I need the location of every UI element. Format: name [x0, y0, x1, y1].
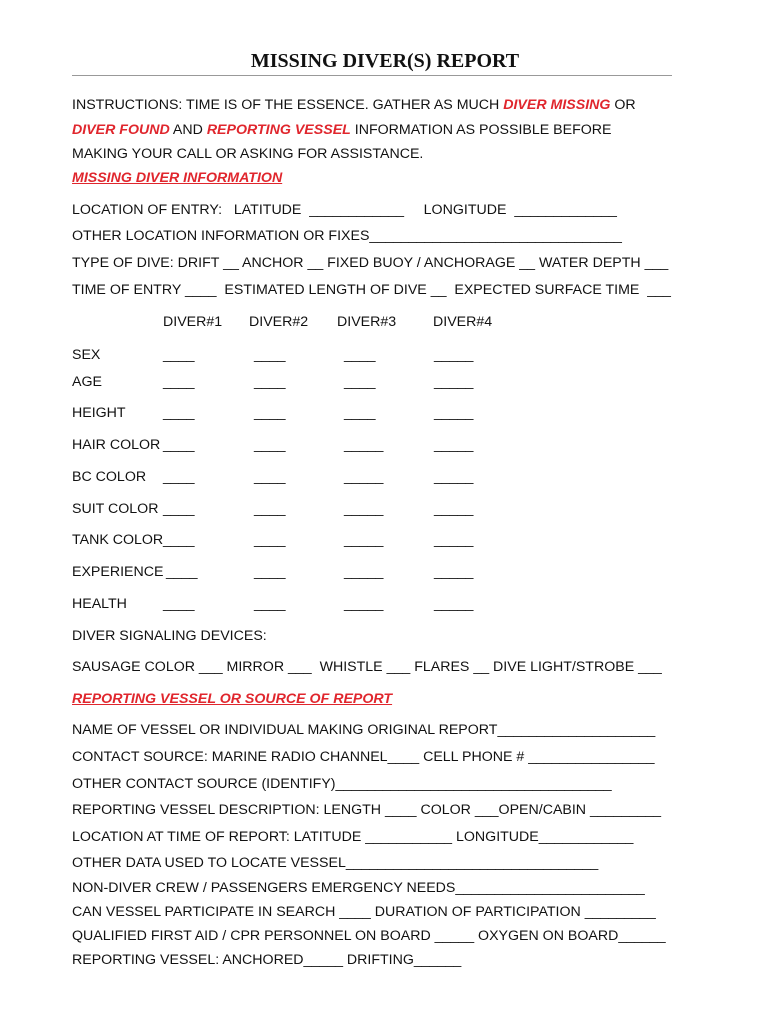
- diver-1-blank[interactable]: ____: [163, 469, 195, 485]
- diver-3-header: DIVER#3: [337, 314, 397, 330]
- diver-1-blank[interactable]: ____: [163, 532, 195, 548]
- location-at-report-field[interactable]: LOCATION AT TIME OF REPORT: LATITUDE ___________ LONGITUDE____________: [72, 829, 634, 845]
- row-label: SEX: [72, 347, 101, 363]
- instructions-text: OR: [610, 97, 636, 113]
- row-label: SUIT COLOR: [72, 501, 159, 517]
- diver-3-blank[interactable]: _____: [344, 596, 384, 612]
- diver-3-blank[interactable]: _____: [344, 564, 384, 580]
- diver-3-blank[interactable]: _____: [344, 501, 384, 517]
- row-label: HAIR COLOR: [72, 437, 161, 453]
- diver-2-blank[interactable]: ____: [254, 469, 286, 485]
- diver-4-blank[interactable]: _____: [434, 437, 474, 453]
- row-label: EXPERIENCE: [72, 564, 164, 580]
- diver-2-blank[interactable]: ____: [254, 437, 286, 453]
- diver-2-blank[interactable]: ____: [254, 564, 286, 580]
- diver-4-blank[interactable]: _____: [434, 564, 474, 580]
- diver-2-blank[interactable]: ____: [254, 596, 286, 612]
- diver-2-blank[interactable]: ____: [254, 405, 286, 421]
- diver-3-blank[interactable]: ____: [344, 374, 376, 390]
- diver-2-blank[interactable]: ____: [254, 374, 286, 390]
- diver-1-blank[interactable]: ____: [166, 564, 198, 580]
- other-location-field[interactable]: OTHER LOCATION INFORMATION OR FIXES________________________________: [72, 228, 622, 244]
- diver-4-blank[interactable]: _____: [434, 596, 474, 612]
- other-contact-source-field[interactable]: OTHER CONTACT SOURCE (IDENTIFY)___________________________________: [72, 776, 612, 792]
- diver-3-blank[interactable]: _____: [344, 437, 384, 453]
- diver-4-blank[interactable]: _____: [434, 405, 474, 421]
- diver-4-blank[interactable]: _____: [434, 374, 474, 390]
- instructions-line-1: [72, 96, 636, 114]
- diver-4-blank[interactable]: _____: [434, 347, 474, 363]
- diver-4-blank[interactable]: _____: [434, 469, 474, 485]
- first-aid-oxygen-field[interactable]: QUALIFIED FIRST AID / CPR PERSONNEL ON BOARD _____ OXYGEN ON BOARD______: [72, 928, 666, 944]
- row-label: HEALTH: [72, 596, 127, 612]
- instructions-text: INSTRUCTIONS: TIME IS OF THE ESSENCE. GATHER AS MUCH: [72, 97, 504, 113]
- signaling-devices-heading: DIVER SIGNALING DEVICES:: [72, 628, 267, 644]
- diver-2-header: DIVER#2: [249, 314, 309, 330]
- signaling-devices-field[interactable]: SAUSAGE COLOR ___ MIRROR ___ WHISTLE ___ FLARES __ DIVE LIGHT/STROBE ___: [72, 659, 662, 675]
- contact-source-field[interactable]: CONTACT SOURCE: MARINE RADIO CHANNEL____ CELL PHONE # ________________: [72, 749, 655, 765]
- diver-4-header: DIVER#4: [433, 314, 493, 330]
- instructions-line-3: MAKING YOUR CALL OR ASKING FOR ASSISTANCE.: [72, 146, 424, 162]
- title-divider: [72, 75, 672, 76]
- diver-1-blank[interactable]: ____: [163, 501, 195, 517]
- instructions-text: INFORMATION AS POSSIBLE BEFORE: [350, 122, 612, 138]
- diver-3-blank[interactable]: ____: [344, 405, 376, 421]
- diver-3-blank[interactable]: ____: [344, 347, 376, 363]
- time-of-entry-field[interactable]: TIME OF ENTRY ____ ESTIMATED LENGTH OF DIVE __ EXPECTED SURFACE TIME ___: [72, 282, 671, 298]
- reporting-vessel-emphasis: REPORTING VESSEL: [206, 122, 351, 138]
- row-label: HEIGHT: [72, 405, 126, 421]
- diver-found-emphasis: DIVER FOUND: [72, 122, 170, 138]
- diver-1-blank[interactable]: ____: [163, 374, 195, 390]
- other-locate-data-field[interactable]: OTHER DATA USED TO LOCATE VESSEL________________________________: [72, 855, 599, 871]
- diver-1-header: DIVER#1: [163, 314, 223, 330]
- row-label: AGE: [72, 374, 102, 390]
- diver-4-blank[interactable]: _____: [434, 532, 474, 548]
- location-of-entry-field[interactable]: LOCATION OF ENTRY: LATITUDE ____________ LONGITUDE _____________: [72, 202, 617, 218]
- diver-4-blank[interactable]: _____: [434, 501, 474, 517]
- vessel-description-field[interactable]: REPORTING VESSEL DESCRIPTION: LENGTH ____ COLOR ___OPEN/CABIN _________: [72, 802, 662, 818]
- vessel-status-field[interactable]: REPORTING VESSEL: ANCHORED_____ DRIFTING______: [72, 952, 462, 968]
- search-participation-field[interactable]: CAN VESSEL PARTICIPATE IN SEARCH ____ DURATION OF PARTICIPATION _________: [72, 904, 656, 920]
- row-label: TANK COLOR: [72, 532, 164, 548]
- diver-1-blank[interactable]: ____: [163, 596, 195, 612]
- crew-emergency-needs-field[interactable]: NON-DIVER CREW / PASSENGERS EMERGENCY NEEDS________________________: [72, 880, 645, 896]
- instructions-line-2: [72, 121, 612, 139]
- diver-2-blank[interactable]: ____: [254, 532, 286, 548]
- reporting-vessel-heading: REPORTING VESSEL OR SOURCE OF REPORT: [72, 691, 393, 707]
- diver-1-blank[interactable]: ____: [163, 437, 195, 453]
- page-title: MISSING DIVER(S) REPORT: [250, 50, 520, 72]
- diver-3-blank[interactable]: _____: [344, 532, 384, 548]
- diver-1-blank[interactable]: ____: [163, 405, 195, 421]
- diver-2-blank[interactable]: ____: [254, 501, 286, 517]
- diver-1-blank[interactable]: ____: [163, 347, 195, 363]
- row-label: BC COLOR: [72, 469, 147, 485]
- type-of-dive-field[interactable]: TYPE OF DIVE: DRIFT __ ANCHOR __ FIXED BUOY / ANCHORAGE __ WATER DEPTH ___: [72, 255, 669, 271]
- vessel-name-field[interactable]: NAME OF VESSEL OR INDIVIDUAL MAKING ORIGINAL REPORT____________________: [72, 722, 656, 738]
- diver-missing-emphasis: DIVER MISSING: [503, 97, 611, 113]
- missing-diver-heading: MISSING DIVER INFORMATION: [72, 170, 283, 186]
- diver-2-blank[interactable]: ____: [254, 347, 286, 363]
- instructions-text: AND: [169, 122, 207, 138]
- diver-3-blank[interactable]: _____: [344, 469, 384, 485]
